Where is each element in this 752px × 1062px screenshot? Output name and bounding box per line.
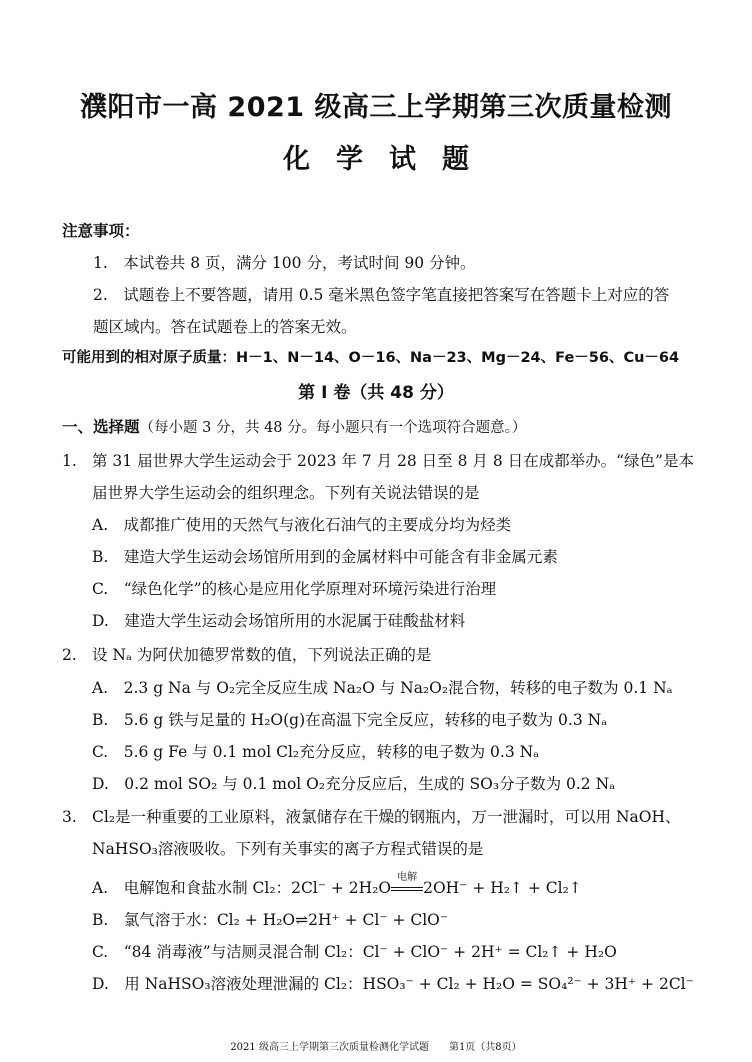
- q3-stem-line2: NaHSO₃溶液吸收。下列有关事实的离子方程式错误的是: [92, 840, 484, 858]
- q3-option-b: B. 氯气溶于水：Cl₂ + H₂O⇌2H⁺ + Cl⁻ + ClO⁻: [92, 911, 449, 929]
- q3-option-d: D. 用 NaHSO₃溶液处理泄漏的 Cl₂：HSO₃⁻ + Cl₂ + H₂O = SO₄²⁻ + 3H⁺ + 2Cl⁻: [92, 975, 694, 993]
- page-title: 濮阳市一高 2021 级高三上学期第三次质量检测: [80, 92, 672, 123]
- q3-stem: Cl₂是一种重要的工业原料，液氯储存在干燥的钢瓶内，万一泄漏时，可以用 NaOH、: [92, 808, 681, 826]
- atomic-mass-line: [62, 346, 679, 367]
- q2-stem-line: [62, 643, 431, 665]
- part-note: （每小题 3 分，共 48 分。每小题只有一个选项符合题意。）: [139, 420, 527, 436]
- q3-number: 3.: [62, 808, 77, 826]
- q1-stem-line1: [62, 449, 694, 471]
- electrolysis-label: 电解: [397, 872, 418, 883]
- q1-option-b: B. 建造大学生运动会场馆所用到的金属材料中可能含有非金属元素: [92, 548, 558, 566]
- q2-option-d: D. 0.2 mol SO₂ 与 0.1 mol O₂充分反应后，生成的 SO₃分子数为 0.2 Nₐ: [92, 775, 616, 793]
- q2-number: 2.: [62, 646, 77, 664]
- part-heading: 一、选择题: [62, 418, 140, 436]
- q1-option-d: D. 建造大学生运动会场馆所用的水泥属于硅酸盐材料: [92, 612, 466, 630]
- electrolysis-sign: [391, 872, 423, 897]
- section-title: 第 I 卷（共 48 分）: [298, 383, 454, 403]
- q2-option-b: B. 5.6 g 铁与足量的 H₂O(g)在高温下完全反应，转移的电子数为 0.3 Nₐ: [92, 711, 608, 729]
- atomic-mass-text: 可能用到的相对原子质量：H－1、N－14、O－16、Na－23、Mg－24、Fe－56、Cu－64: [62, 350, 680, 366]
- q3-stem-line1: [62, 805, 681, 827]
- q2-option-a: A. 2.3 g Na 与 O₂完全反应生成 Na₂O 与 Na₂O₂混合物，转移的电子数为 0.1 Nₐ: [92, 679, 673, 697]
- subject-title: 化学试题: [283, 144, 495, 175]
- page-footer: 2021 级高三上学期第三次质量检测化学试题 第1页（共8页）: [230, 1042, 522, 1053]
- q3-option-a-left: A. 电解饱和食盐水制 Cl₂：2Cl⁻ + 2H₂O: [92, 879, 392, 897]
- q3-option-a-right: 2OH⁻ + H₂↑ + Cl₂↑: [423, 879, 582, 897]
- q1-stem: 第 31 届世界大学生运动会于 2023 年 7 月 28 日至 8 月 8 日在成都举办。“绿色”是本: [92, 452, 694, 470]
- notice-heading: 注意事项：: [62, 222, 140, 240]
- q2-option-c: C. 5.6 g Fe 与 0.1 mol Cl₂充分反应，转移的电子数为 0.3 Nₐ: [92, 743, 540, 761]
- q1-stem-line2: 届世界大学生运动会的组织理念。下列有关说法错误的是: [92, 484, 480, 502]
- double-bar: [391, 887, 423, 891]
- notice-item-2-cont: 题区域内。答在试题卷上的答案无效。: [93, 318, 357, 336]
- q1-number: 1.: [62, 452, 77, 470]
- q1-option-c: C. “绿色化学”的核心是应用化学原理对环境污染进行治理: [92, 580, 497, 598]
- notice-item-1: 1. 本试卷共 8 页，满分 100 分，考试时间 90 分钟。: [93, 254, 476, 272]
- notice-item-2: 2. 试题卷上不要答题，请用 0.5 毫米黑色签字笔直接把答案写在答题卡上对应的答: [93, 286, 670, 304]
- q2-stem: 设 Nₐ 为阿伏加德罗常数的值，下列说法正确的是: [92, 646, 432, 664]
- q1-option-a: A. 成都推广使用的天然气与液化石油气的主要成分均为烃类: [92, 516, 512, 534]
- q3-option-a: [92, 872, 582, 898]
- q3-option-c: C. “84 消毒液”与洁厕灵混合制 Cl₂：Cl⁻ + ClO⁻ + 2H⁺ = Cl₂↑ + H₂O: [92, 943, 617, 961]
- part-heading-line: [62, 415, 526, 437]
